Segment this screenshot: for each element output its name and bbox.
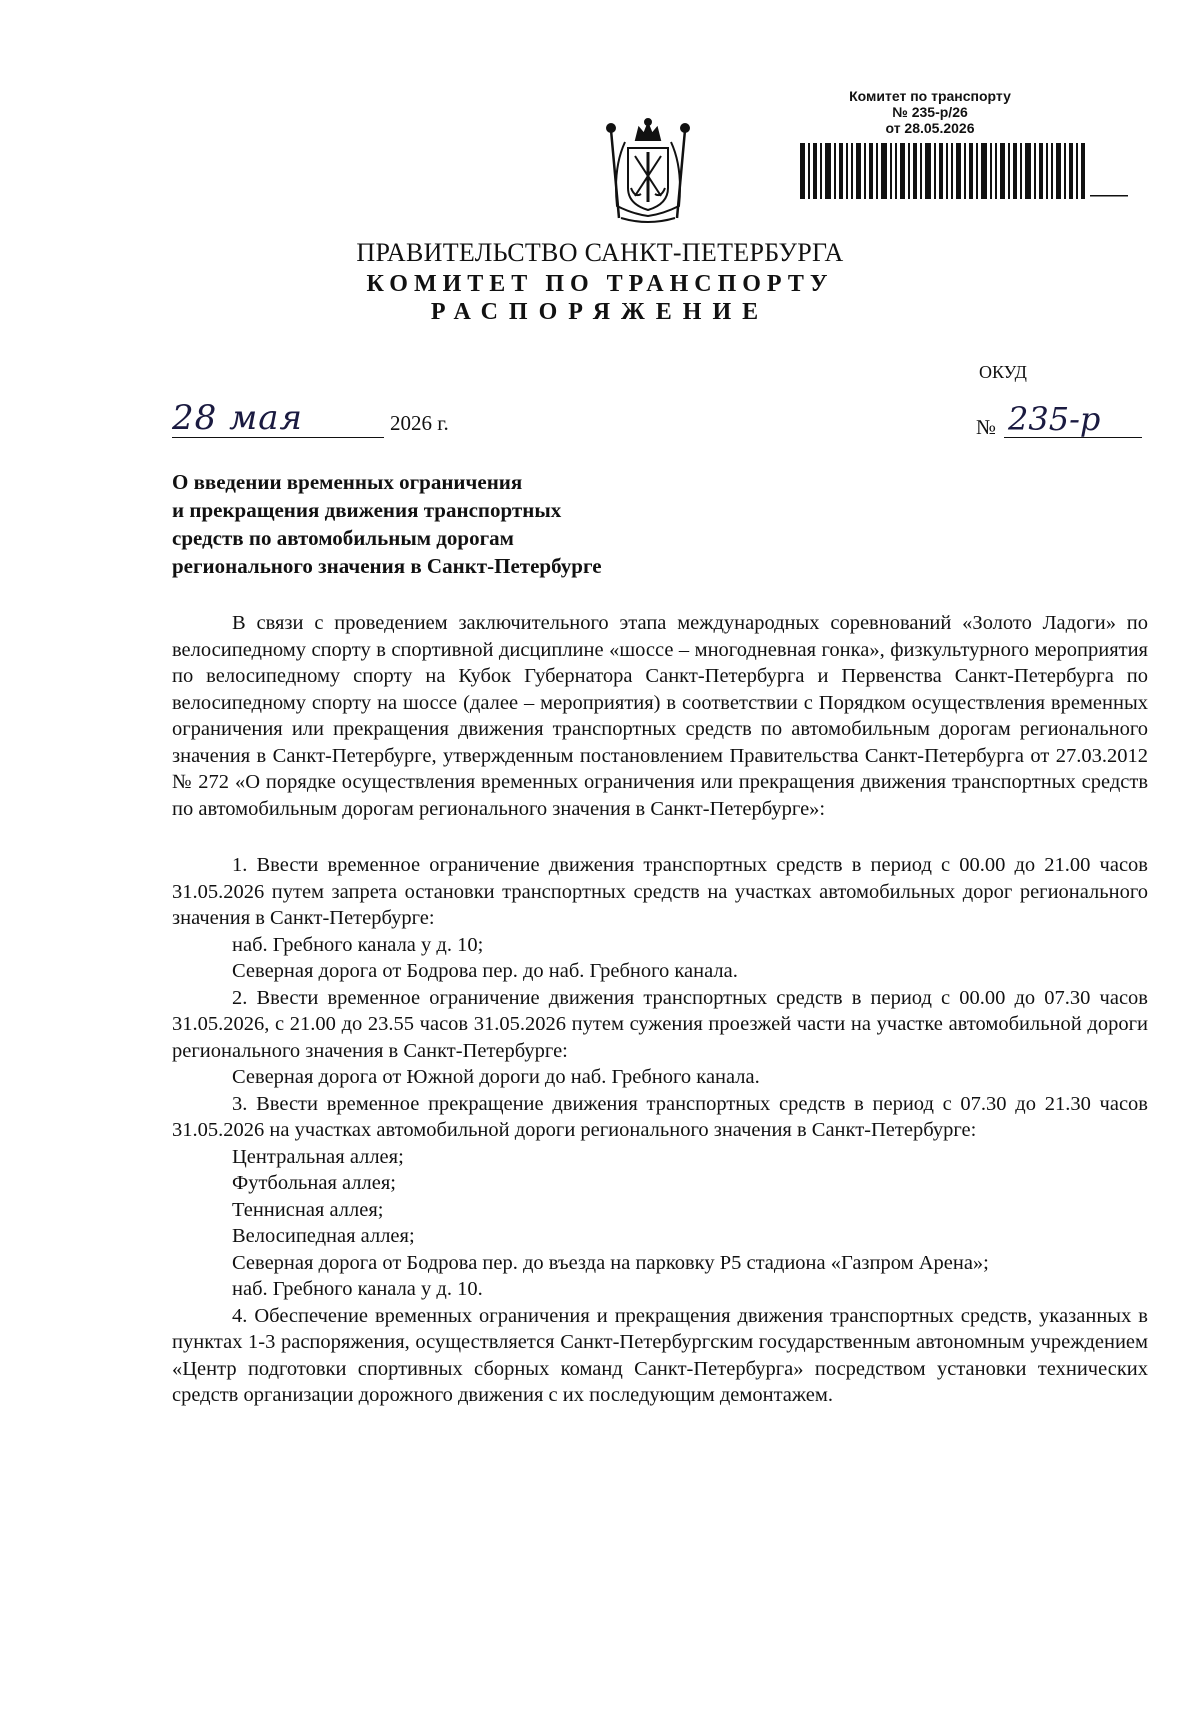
handwritten-date: 28 мая <box>172 398 304 438</box>
title-line: и прекращения движения транспортных <box>172 498 562 522</box>
list-item: Центральная аллея; <box>232 1145 404 1168</box>
document-body <box>172 610 1148 1409</box>
okud-label: ОКУД <box>979 362 1027 382</box>
title-line: регионального значения в Санкт-Петербурге <box>172 554 602 578</box>
paragraph-2: 2. Ввести временное ограничение движения транспортных средств в период с 00.00 до 07.30 часов 31.05.2026, с 21.00 до 23.55 часов 31.05.2026 путем сужения проезжей части на участке автомобильной дороги регионального значения в Санкт-Петербурге: <box>172 986 1148 1062</box>
date-underline <box>172 437 384 438</box>
stamp-line-3: от 28.05.2026 <box>885 120 975 136</box>
number-underline <box>1004 437 1142 438</box>
list-item: Северная дорога от Южной дороги до наб. Гребного канала. <box>232 1066 760 1088</box>
list-item: наб. Гребного канала у д. 10; <box>232 933 484 956</box>
list-item: Северная дорога от Бодрова пер. до наб. Гребного канала. <box>232 960 738 982</box>
committee-heading: КОМИТЕТ ПО ТРАНСПОРТУ <box>366 271 834 297</box>
paragraph-1: 1. Ввести временное ограничение движения транспортных средств в период с 00.00 до 21.00 часов 31.05.2026 путем запрета остановки транспортных средств на участках автомобильных дорог регионального значения в Санкт-Петербурге: <box>172 854 1148 929</box>
list-item: Северная дорога от Бодрова пер. до въезда на парковку Р5 стадиона «Газпром Арена»; <box>232 1251 989 1274</box>
stamp-line-2: № 235-р/26 <box>892 104 968 120</box>
number-sign: № <box>976 415 997 439</box>
list-item: Футбольная аллея; <box>232 1172 396 1194</box>
intro-paragraph: В связи с проведением заключительного этапа международных соревнований «Золото Ладоги» по велосипедному спорту в спортивной дисциплине «шоссе – многодневная гонка», физкультурного мероприятия по велосипедному спорту на Кубок Губернатора Санкт-Петербурга и Первенства Санкт-Петербурга по велосипедному спорту на шоссе (далее – мероприятия) в соответствии с Порядком осуществления временных ограничения или прекращения движения транспортных средств по автомобильным дорогам регионального значения в Санкт-Петербурге, утвержденным постановлением Правительства Санкт-Петербурга от 27.03.2012 № 272 «О порядке осуществления временных ограничения или прекращения движения транспортных средств по автомобильным дорогам регионального значения в Санкт-Петербурге»: <box>172 612 1148 820</box>
government-heading: ПРАВИТЕЛЬСТВО САНКТ-ПЕТЕРБУРГА <box>356 238 844 267</box>
paragraph-4: 4. Обеспечение временных ограничения и прекращения движения транспортных средств, указанных в пунктах 1-3 распоряжения, осуществляется Санкт-Петербургским государственным автономным учреждением «Центр подготовки спортивных сборных команд Санкт-Петербурга» посредством установки технических средств организации дорожного движения с их последующим демонтажем. <box>172 1304 1148 1406</box>
document-type-heading: РАСПОРЯЖЕНИЕ <box>430 299 770 325</box>
coat-of-arms-icon <box>603 118 693 228</box>
list-item: наб. Гребного канала у д. 10. <box>232 1278 483 1300</box>
stamp-line-1: Комитет по транспорту <box>849 88 1011 104</box>
document-title <box>172 468 732 580</box>
registration-stamp <box>800 88 1120 136</box>
list-item: Теннисная аллея; <box>232 1198 384 1221</box>
handwritten-number: 235-р <box>1008 400 1101 438</box>
barcode-icon <box>800 143 1130 201</box>
list-item: Велосипедная аллея; <box>232 1225 415 1247</box>
title-line: средств по автомобильным дорогам <box>172 526 514 550</box>
title-line: О введении временных ограничения <box>172 470 523 494</box>
paragraph-3: 3. Ввести временное прекращение движения транспортных средств в период с 07.30 до 21.30 часов 31.05.2026 на участках автомобильной дороги регионального значения в Санкт-Петербурге: <box>172 1092 1148 1141</box>
year-label: 2026 г. <box>390 411 449 435</box>
